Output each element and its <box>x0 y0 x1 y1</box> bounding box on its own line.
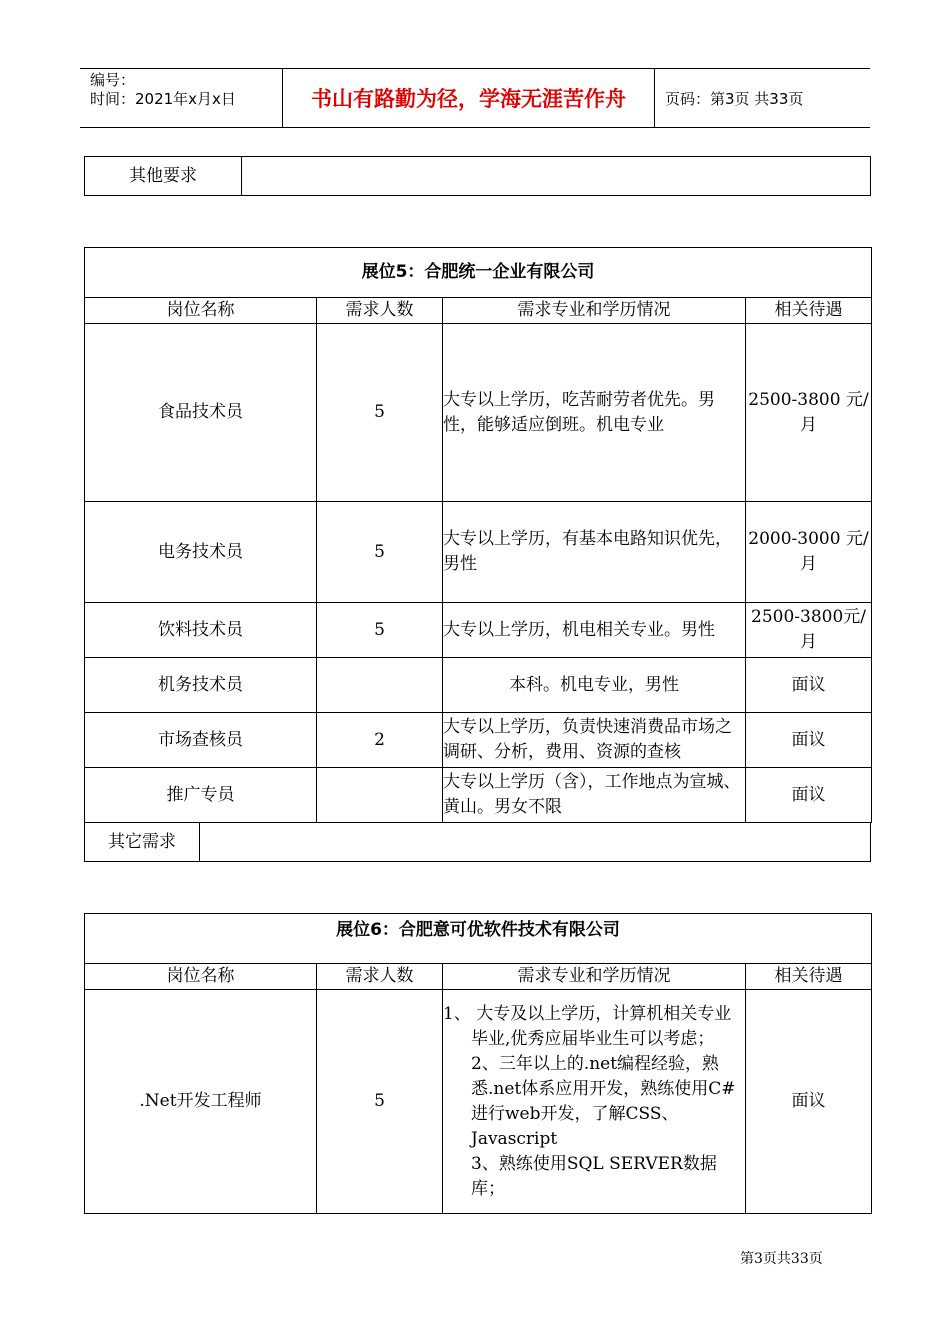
other-requirements-label: 其他要求 <box>85 157 242 196</box>
position-count: 2 <box>317 713 443 768</box>
position-pay: 面议 <box>746 990 872 1214</box>
position-requirements: 本科。机电专业，男性 <box>443 658 746 713</box>
requirement-item: 3、熟练使用SQL SERVER数据库； <box>471 1153 717 1199</box>
table-row <box>85 324 872 502</box>
position-name: 市场查核员 <box>85 713 317 768</box>
header-meta <box>80 69 282 127</box>
col-header-benefits: 相关待遇 <box>746 298 872 324</box>
header-page-label: 页码：第3页 共33页 <box>665 89 804 108</box>
position-name: 饮料技术员 <box>85 603 317 658</box>
col-header-requirements: 需求专业和学历情况 <box>443 298 746 324</box>
position-requirements <box>443 990 746 1214</box>
booth5-table <box>84 247 872 823</box>
booth5-title: 展位5：合肥统一企业有限公司 <box>85 248 872 298</box>
position-pay: 面议 <box>746 658 872 713</box>
table-row <box>85 990 872 1214</box>
position-requirements: 大专以上学历，负责快速消费品市场之调研、分析，费用、资源的查核 <box>443 713 746 768</box>
page-header <box>80 68 870 128</box>
table-row <box>85 603 872 658</box>
other-needs-value <box>200 823 871 862</box>
position-count: 5 <box>317 603 443 658</box>
booth6-title: 展位6：合肥意可优软件技术有限公司 <box>85 914 872 964</box>
table-row <box>85 658 872 713</box>
table-row <box>85 768 872 823</box>
table-row <box>85 713 872 768</box>
position-requirements: 大专以上学历，吃苦耐劳者优先。男性，能够适应倒班。机电专业 <box>443 324 746 502</box>
col-header-position: 岗位名称 <box>85 964 317 990</box>
position-count: 5 <box>317 502 443 603</box>
header-motto: 书山有路勤为径，学海无涯苦作舟 <box>282 69 655 127</box>
other-needs-label: 其它需求 <box>85 823 200 862</box>
position-requirements: 大专以上学历（含），工作地点为宣城、黄山。男女不限 <box>443 768 746 823</box>
date-label: 时间：2021年x月x日 <box>90 90 236 108</box>
col-header-benefits: 相关待遇 <box>746 964 872 990</box>
code-label: 编号： <box>90 71 136 89</box>
position-pay: 面议 <box>746 768 872 823</box>
position-count <box>317 658 443 713</box>
table-row <box>85 502 872 603</box>
page-footer: 第3页共33页 <box>740 1251 823 1267</box>
col-header-position: 岗位名称 <box>85 298 317 324</box>
position-count: 5 <box>317 990 443 1214</box>
col-header-count: 需求人数 <box>317 964 443 990</box>
position-requirements: 大专以上学历，机电相关专业。男性 <box>443 603 746 658</box>
position-count <box>317 768 443 823</box>
position-pay: 面议 <box>746 713 872 768</box>
other-requirements-table <box>84 156 871 196</box>
position-name: .Net开发工程师 <box>85 990 317 1214</box>
col-header-count: 需求人数 <box>317 298 443 324</box>
position-pay: 2500-3800 元/月 <box>746 324 872 502</box>
position-name: 电务技术员 <box>85 502 317 603</box>
position-pay: 2000-3000 元/月 <box>746 502 872 603</box>
requirement-item: 1、 大专及以上学历，计算机相关专业毕业,优秀应届毕业生可以考虑； <box>443 1003 732 1049</box>
booth5-other-table <box>84 822 871 862</box>
requirement-item: 2、三年以上的.net编程经验，熟悉.net体系应用开发，熟练使用C#进行web开发，了解CSS、Javascript <box>471 1053 736 1149</box>
col-header-requirements: 需求专业和学历情况 <box>443 964 746 990</box>
position-pay: 2500-3800元/月 <box>746 603 872 658</box>
position-name: 机务技术员 <box>85 658 317 713</box>
position-count: 5 <box>317 324 443 502</box>
position-requirements: 大专以上学历，有基本电路知识优先，男性 <box>443 502 746 603</box>
booth6-table <box>84 913 872 1214</box>
position-name: 推广专员 <box>85 768 317 823</box>
position-name: 食品技术员 <box>85 324 317 502</box>
other-requirements-value <box>242 157 871 196</box>
